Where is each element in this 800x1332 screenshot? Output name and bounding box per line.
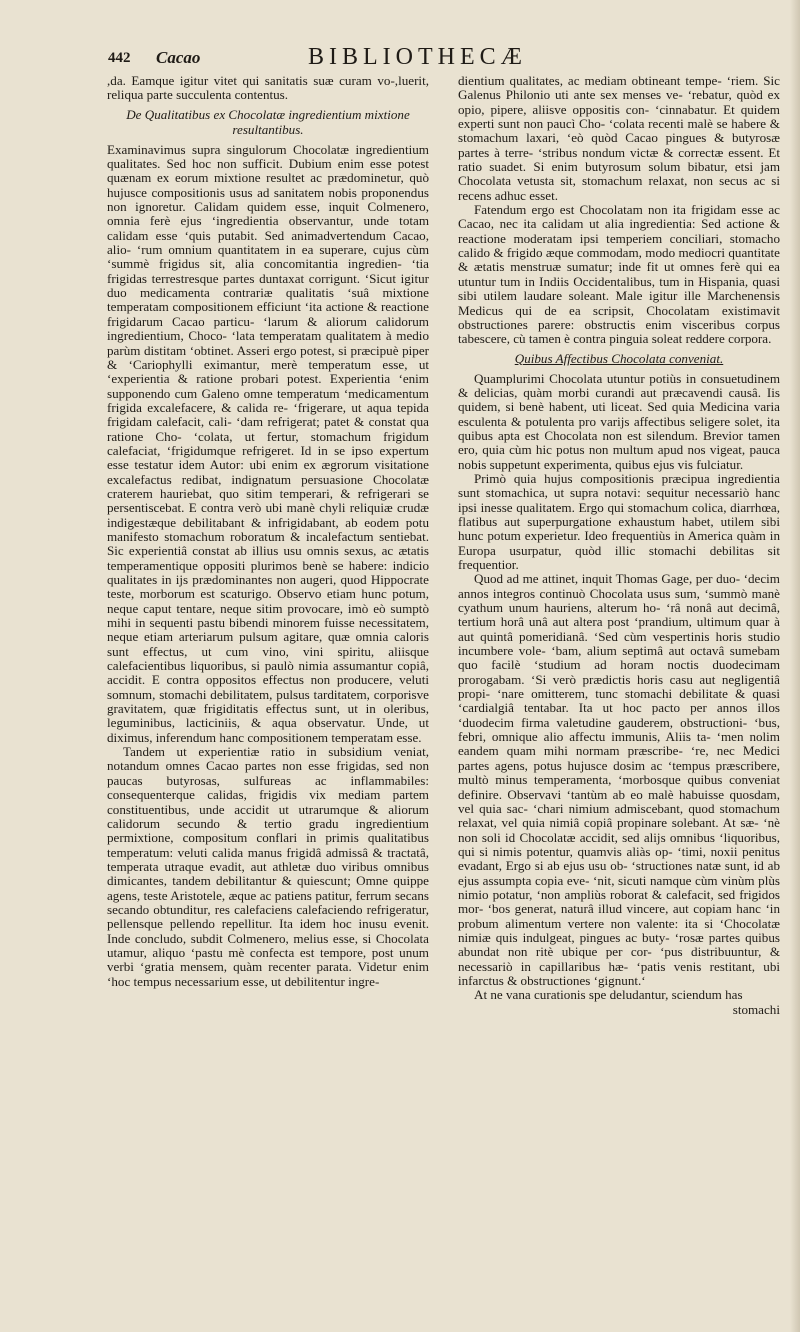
running-title: BIBLIOTHECÆ xyxy=(308,44,527,70)
right-paragraph-2: Fatendum ergo est Chocolatam non ita frigidam esse ac Cacao, nec ita calidam ut alia ingredientia: Sed actione & reactione moderatam ipsi temperiem conciliari, stomacho calido & frigido æque commodam, modo mediocri quantitate & ætatis menstruæ sumatur; inde fit ut omnes ferè qui ea utuntur tum in Indiis Occidentalibus, tum in Hispania, quasi sibi utilem laudare soleant. Male igitur ille Marchenensis Medicus qui de ea scripsit, Chocolatam existimavit obstructiones parere: obstructis enim visceribus corpus tabescere, cù tamen è contra pinguia soleat reddere corpora. xyxy=(458,202,780,347)
right-paragraph-6: At ne vana curationis spe deludantur, sciendum has xyxy=(474,987,743,1003)
left-paragraph-2: Tandem ut experientiæ ratio in subsidium veniat, notandum omnes Cacao partes non esse frigidas, sed non paucas butyrosas, sulfureas ac inflammabiles: consequenterque calidas, frigidis vix mediam partem constituentibus, unde accidit ut utrarumque & aliorum calidorum secundo & tertio gradu ingredientium permixtione, compositum conflari in primis qualitatibus temperatum: veluti calida manus frigidâ admissâ & tractatâ, temperata utraque evadit, aut athletæ duo viribus omnibus dimicantes, tandem debilitantur & quiescunt; Omne quippe agens, teste Aristotele, æque ac patiens patitur, ferrum secans secando obtunditur, res calefaciens calefaciendo refrigeratur, pellensque pellendo repellitur. Ita idem hoc inusu evenit. Inde concludo, subdit Colmenero, melius esse, si Chocolata utamur, aliquo ‘pastu mè confecta est tempore, post unum verbi ‘gratia mensem, quàm recenter parata. Videtur enim ‘hoc tempus necessarium esse, ut debilitentur ingre- xyxy=(107,744,429,989)
page-edge-shadow xyxy=(790,0,800,1332)
right-column xyxy=(458,74,780,1017)
right-paragraph-5: Quod ad me attinet, inquit Thomas Gage, per duo- ‘decim annos integros continuò Chocolata usus sum, ‘summò manè cyathum unum hauriens, alterum ho- ‘râ nonâ aut decimâ, tertium horâ unâ aut altera post ‘prandium, ultimum quar à aut quintâ pomeridianâ. ‘Sed cùm vespertinis horis studio incumbere vole- ‘bam, alium septimâ aut octavâ sumebam quo facilè ‘studium ad horam noctis duodecimam prorogabam. ‘Si verò prædictis horis casu aut negligentiâ propi- ‘nare omitterem, tunc stomachi debilitate & quasi ‘cardialgiâ tentabar. Ita ut hoc pacto per annos illos ‘duodecim firma valetudine gauderem, obstructioni- ‘bus, febri, omnique alio affectu immunis, Aliis ta- ‘men nolim eandem quam mihi normam præscribe- ‘re, nec Medici partes agens, potus hujusce dosim ac ‘tempus præscribere, multò minus temperamenta, ‘morbosque quibus conveniat definire. Observavi ‘tantùm ab eo malè habuisse quosdam, vel quia sac- ‘chari nimium admiscebant, quod stomachum relaxat, vel quia nimiâ copiâ propinare solebant. At sæ- ‘nè non soli id Chocolatæ accidit, sed alijs omnibus ‘liquoribus, qui si nimis potentur, quamvis aliàs op- ‘timi, noxii penitus evadant, Ergo si ab ejus usu ob- ‘structiones natæ sunt, id ab ejus assumpta copia eve- ‘nit, sicuti namque cùm vinùm plùs nimio potatur, ‘non ampliùs roborat & calefacit, sed frigidos mor- ‘bos generat, naturâ illud vincere, aut copiam hanc ‘in probum alimentum vertere non valente: ita si ‘Chocolatæ nimiæ quis indulgeat, pingues ac buty- ‘rosæ partes quibus abundat non ritè ubique per cor- ‘pus distribuuntur, & necessariò in capillaribus hæ- ‘patis venis restitant, ubi infarctus & obstructiones ‘gignunt.‘ xyxy=(458,571,780,988)
left-paragraph-1: Examinavimus supra singulorum Chocolatæ ingredientium qualitates. Sed hoc non sufficit. Dubium enim esse potest quænam ex eorum mixtione resultet ac prædominetur, quò hujusce compositionis usus ad sanitatem nobis proponendus non ignoretur. Calidam quidem esse, inquit Colmenero, omnia ferè ejus ‘ingredientia observantur, unde totam calidam esse ‘quis putabit. Sed animadvertendum Cacao, alio- ‘rum omnium quantitatem in ea superare, cujus cùm ‘summè frigidus sit, alia concomitantia ingredien- ‘tia frigidas terrestresque partes duntaxat corrigunt. ‘Sicut igitur duo medicamenta contrariæ qualitatis ‘suâ mixtione temperatam compositionem efficiunt ‘ita actione & reactione frigidarum Cacao particu- ‘larum & aliorum calidorum ingredientium, Choco- ‘lata temperatam qualitatem à medio parùm distitam ‘obtinet. Asseri ergo potest, si præcipuè piper & ‘Cariophylli eximantur, merè temperatum esse, ut ‘experientia & ratione probari potest. Experientia ‘enim supponendo cum Galeno omne temperatum ‘medicamentum frigida excalefacere, & calida re- ‘frigerare, ut aqua tepida frigidam calefacit, cali- ‘dam refrigerat; patet & constat qua ratione Cho- ‘colata, ut fertur, stomachum frigidum calefaciat, ‘frigidumque refrigeret. Id in se ipso expertum esse testatur idem Autor: ubi enim ex ægrorum visitatione excalefactus redibat, indignatum persuasione Chocolatæ craterem hauriebat, quo sitim temperari, & refrigerari se persentiscebat. E contra verò ubi manè chyli reliquiæ crudæ indigestæque debilitabant & infrigidabant, ab eodem potu manifesto stomachum roboratum & incalefactum sentiebat. Sic experientiâ constat ab illius usu omnis sexus, ac ætatis temperamentique oppositi plurimos benè se habere: indicio qualitates in ijs prædominantes non augeri, quod Hippocrate teste, morborum est scaturigo. Observo etiam hunc potum, neque caput tentare, neque sitim provocare, imò eò sumptò mihi in sequenti pastu bibendi minorem fuisse necessitatem, neque etiam arteriarum pulsum agitare, quæ omnia caloris sunt effectus, ut cum vino, vini spiritu, aliisque calefacientibus liquoribus, si paulò nimia assumantur copiâ, accidit. E contra oppositos effectus non producere, veluti somnum, stomachi debilitatem, pulsus tarditatem, corporisve gravitatem, quæ frigiditatis effectus sunt, ut in oleribus, leguminibus, lacticiniis, & aqua observatur. Unde, ut diximus, inferendum hanc compositionem temperatam esse. xyxy=(107,141,429,745)
right-paragraph-3: Quamplurimi Chocolata utuntur potiùs in consuetudinem & delicias, quàm morbi curandi aut præcavendi causâ. Iis quidem, si benè habent, uti liceat. Sed quia Medicina varia esculenta & potulenta pro varijs affectibus seligere solet, ita quibus apta est Chocolata non est silendum. Brevior tamen ero, quia cùm hic potus non multum apud nos vigeat, pauca nobis suppetunt experimenta, quibus ejus vis fulciatur. xyxy=(458,370,780,472)
page-number: 442 xyxy=(108,50,131,66)
running-head xyxy=(108,44,798,74)
section-heading-affections: Quibus Affectibus Chocolata conveniat. xyxy=(514,350,724,366)
right-paragraph-1: dientium qualitates, ac mediam obtineant tempe- ‘riem. Sic Galenus Philonio uti ante sex menses ve- ‘rebatur, quòd ex opio, pipere, aliisve oppositis con- ‘cinnabatur. Et quidem experti sunt non paucì Cho- ‘colata recenti malè se habere & stomachum laxari, ‘eò quòd Cacao pingues & butyrosæ partes à terre- ‘stribus nondum victæ & correctæ essent. Et ratio suadet. Si enim butyrosum solum bibatur, etsi jam Chocolata vetusta sit, stomachum relaxat, non secus ac si recens adhuc esset. xyxy=(458,73,780,203)
right-paragraph-4: Primò quia hujus compositionis præcipua ingredientia sunt stomachica, ut supra notavi: sequitur necessariò hanc ipsi inesse qualitatem. Ergo qui stomachum colica, diarrhœa, flatibus aut superpurgatione exhaustum habet, utilem sibi hunc potum experietur. Ideo frequentiùs in America quàm in Europa usurpatur, quòd illic stomachi debilitas sit frequentior. xyxy=(458,470,780,572)
running-headword: Cacao xyxy=(156,48,201,67)
section-heading-qualities: De Qualitatibus ex Chocolatæ ingredientium mixtione resultantibus. xyxy=(126,106,410,137)
left-intro-text: ,da. Eamque igitur vitet qui sanitatis suæ curam vo-,luerit, reliqua parte succulenta contentus. xyxy=(107,73,429,103)
catchword: stomachi xyxy=(732,1001,780,1017)
left-column xyxy=(107,74,429,989)
